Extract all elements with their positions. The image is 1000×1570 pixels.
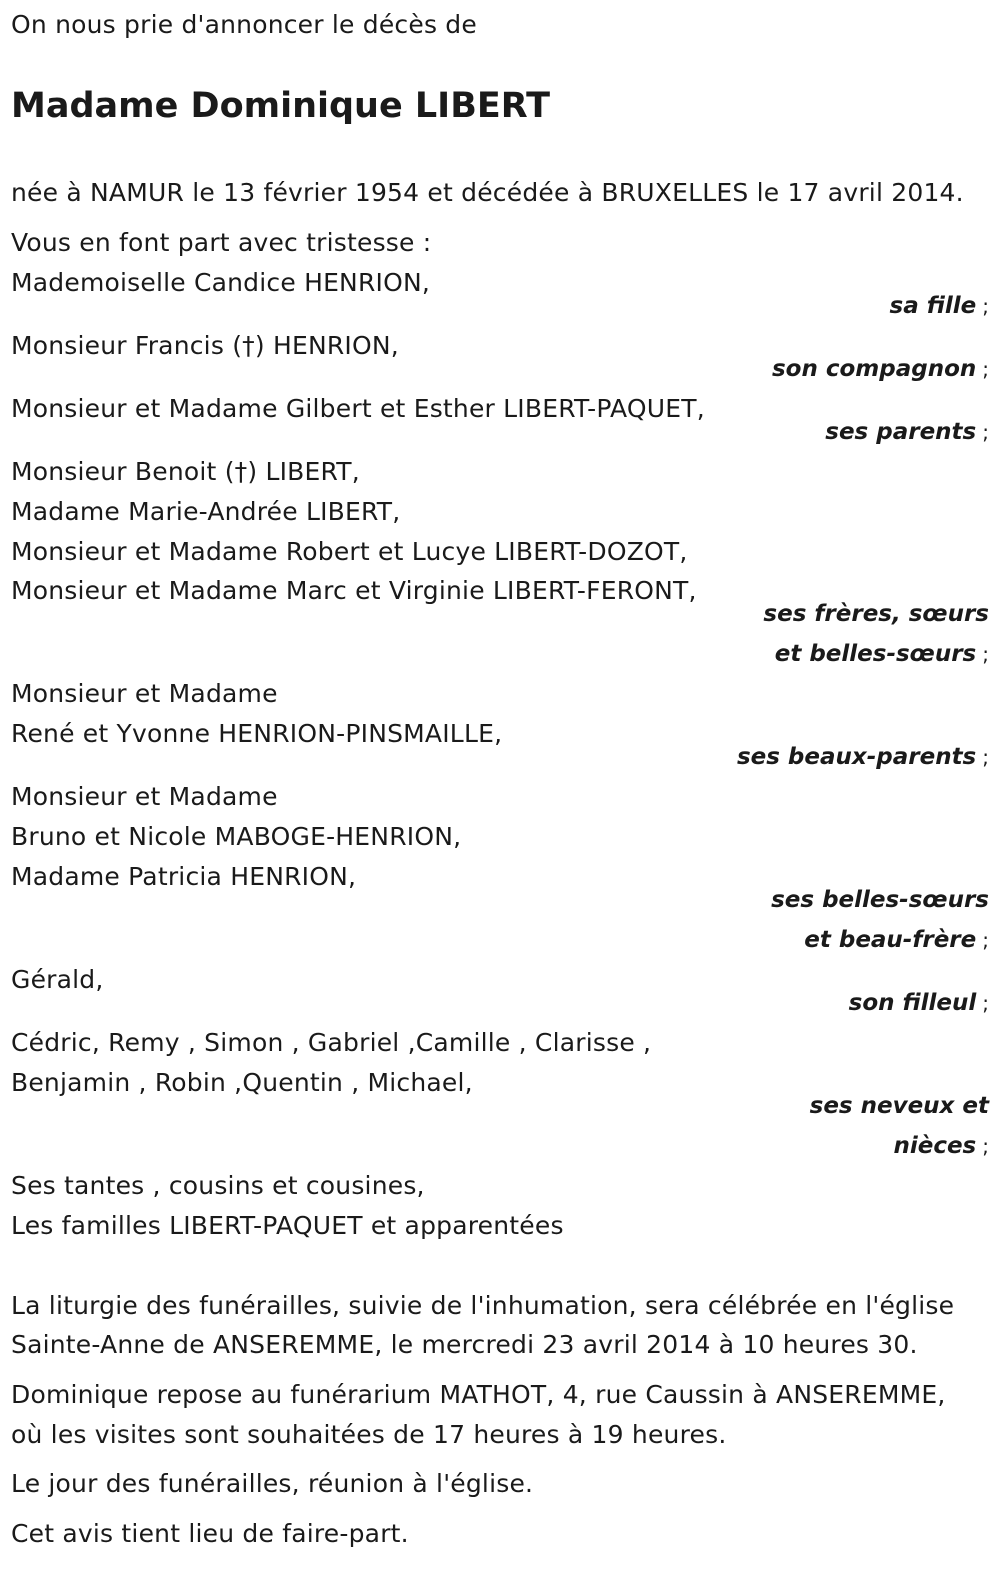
relation-label: ses beaux-parents ;	[736, 744, 989, 770]
extended-family-line: Ses tantes , cousins et cousines,	[11, 1171, 425, 1200]
family-name-line: René et Yvonne HENRION-PINSMAILLE,	[11, 719, 503, 748]
family-name-line: Monsieur et Madame Robert et Lucye LIBERT-DOZOT,	[11, 537, 688, 566]
relation-label: ses neveux et	[809, 1093, 989, 1119]
family-name-line: Monsieur Benoit (†) LIBERT,	[11, 457, 360, 486]
visitation-text: où les visites sont souhaitées de 17 heures à 19 heures.	[11, 1420, 727, 1449]
family-name-line: Gérald,	[11, 965, 104, 994]
relation-label: sa fille ;	[889, 293, 989, 319]
ceremony-text: Sainte-Anne de ANSEREMME, le mercredi 23 avril 2014 à 10 heures 30.	[11, 1330, 918, 1359]
visitation-text: Dominique repose au funérarium MATHOT, 4, rue Caussin à ANSEREMME,	[11, 1380, 946, 1409]
relation-label: et belles-sœurs ;	[774, 641, 989, 667]
family-name-line: Madame Marie-Andrée LIBERT,	[11, 497, 401, 526]
family-name-line: Monsieur et Madame	[11, 782, 278, 811]
relation-label: son compagnon ;	[771, 356, 989, 382]
family-name-line: Madame Patricia HENRION,	[11, 862, 357, 891]
ceremony-text: La liturgie des funérailles, suivie de l'inhumation, sera célébrée en l'église	[11, 1291, 955, 1320]
intro-text: On nous prie d'annoncer le décès de	[11, 10, 477, 39]
relation-label: son filleul ;	[848, 990, 989, 1016]
relation-label: ses parents ;	[825, 419, 989, 445]
extended-family-line: Les familles LIBERT-PAQUET et apparentées	[11, 1211, 564, 1240]
family-name-line: Bruno et Nicole MABOGE-HENRION,	[11, 822, 462, 851]
family-name-line: Monsieur Francis (†) HENRION,	[11, 331, 399, 360]
family-name-line: Mademoiselle Candice HENRION,	[11, 268, 431, 297]
announce-text: Vous en font part avec tristesse :	[11, 228, 432, 257]
meeting-text: Le jour des funérailles, réunion à l'église.	[11, 1469, 534, 1498]
relation-label: ses belles-sœurs	[771, 887, 989, 913]
family-name-line: Monsieur et Madame Gilbert et Esther LIBERT-PAQUET,	[11, 394, 705, 423]
relation-label: nièces ;	[893, 1133, 989, 1159]
family-name-line: Monsieur et Madame Marc et Virginie LIBERT-FERONT,	[11, 576, 697, 605]
family-name-line: Cédric, Remy , Simon , Gabriel ,Camille , Clarisse ,	[11, 1028, 652, 1057]
birth-death-text: née à NAMUR le 13 février 1954 et décédée à BRUXELLES le 17 avril 2014.	[11, 178, 964, 207]
relation-label: et beau-frère ;	[804, 927, 989, 953]
relation-label: ses frères, sœurs	[763, 601, 989, 627]
deceased-name: Madame Dominique LIBERT	[11, 86, 551, 126]
family-name-line: Benjamin , Robin ,Quentin , Michael,	[11, 1068, 473, 1097]
family-name-line: Monsieur et Madame	[11, 679, 278, 708]
closing-text: Cet avis tient lieu de faire-part.	[11, 1519, 409, 1548]
